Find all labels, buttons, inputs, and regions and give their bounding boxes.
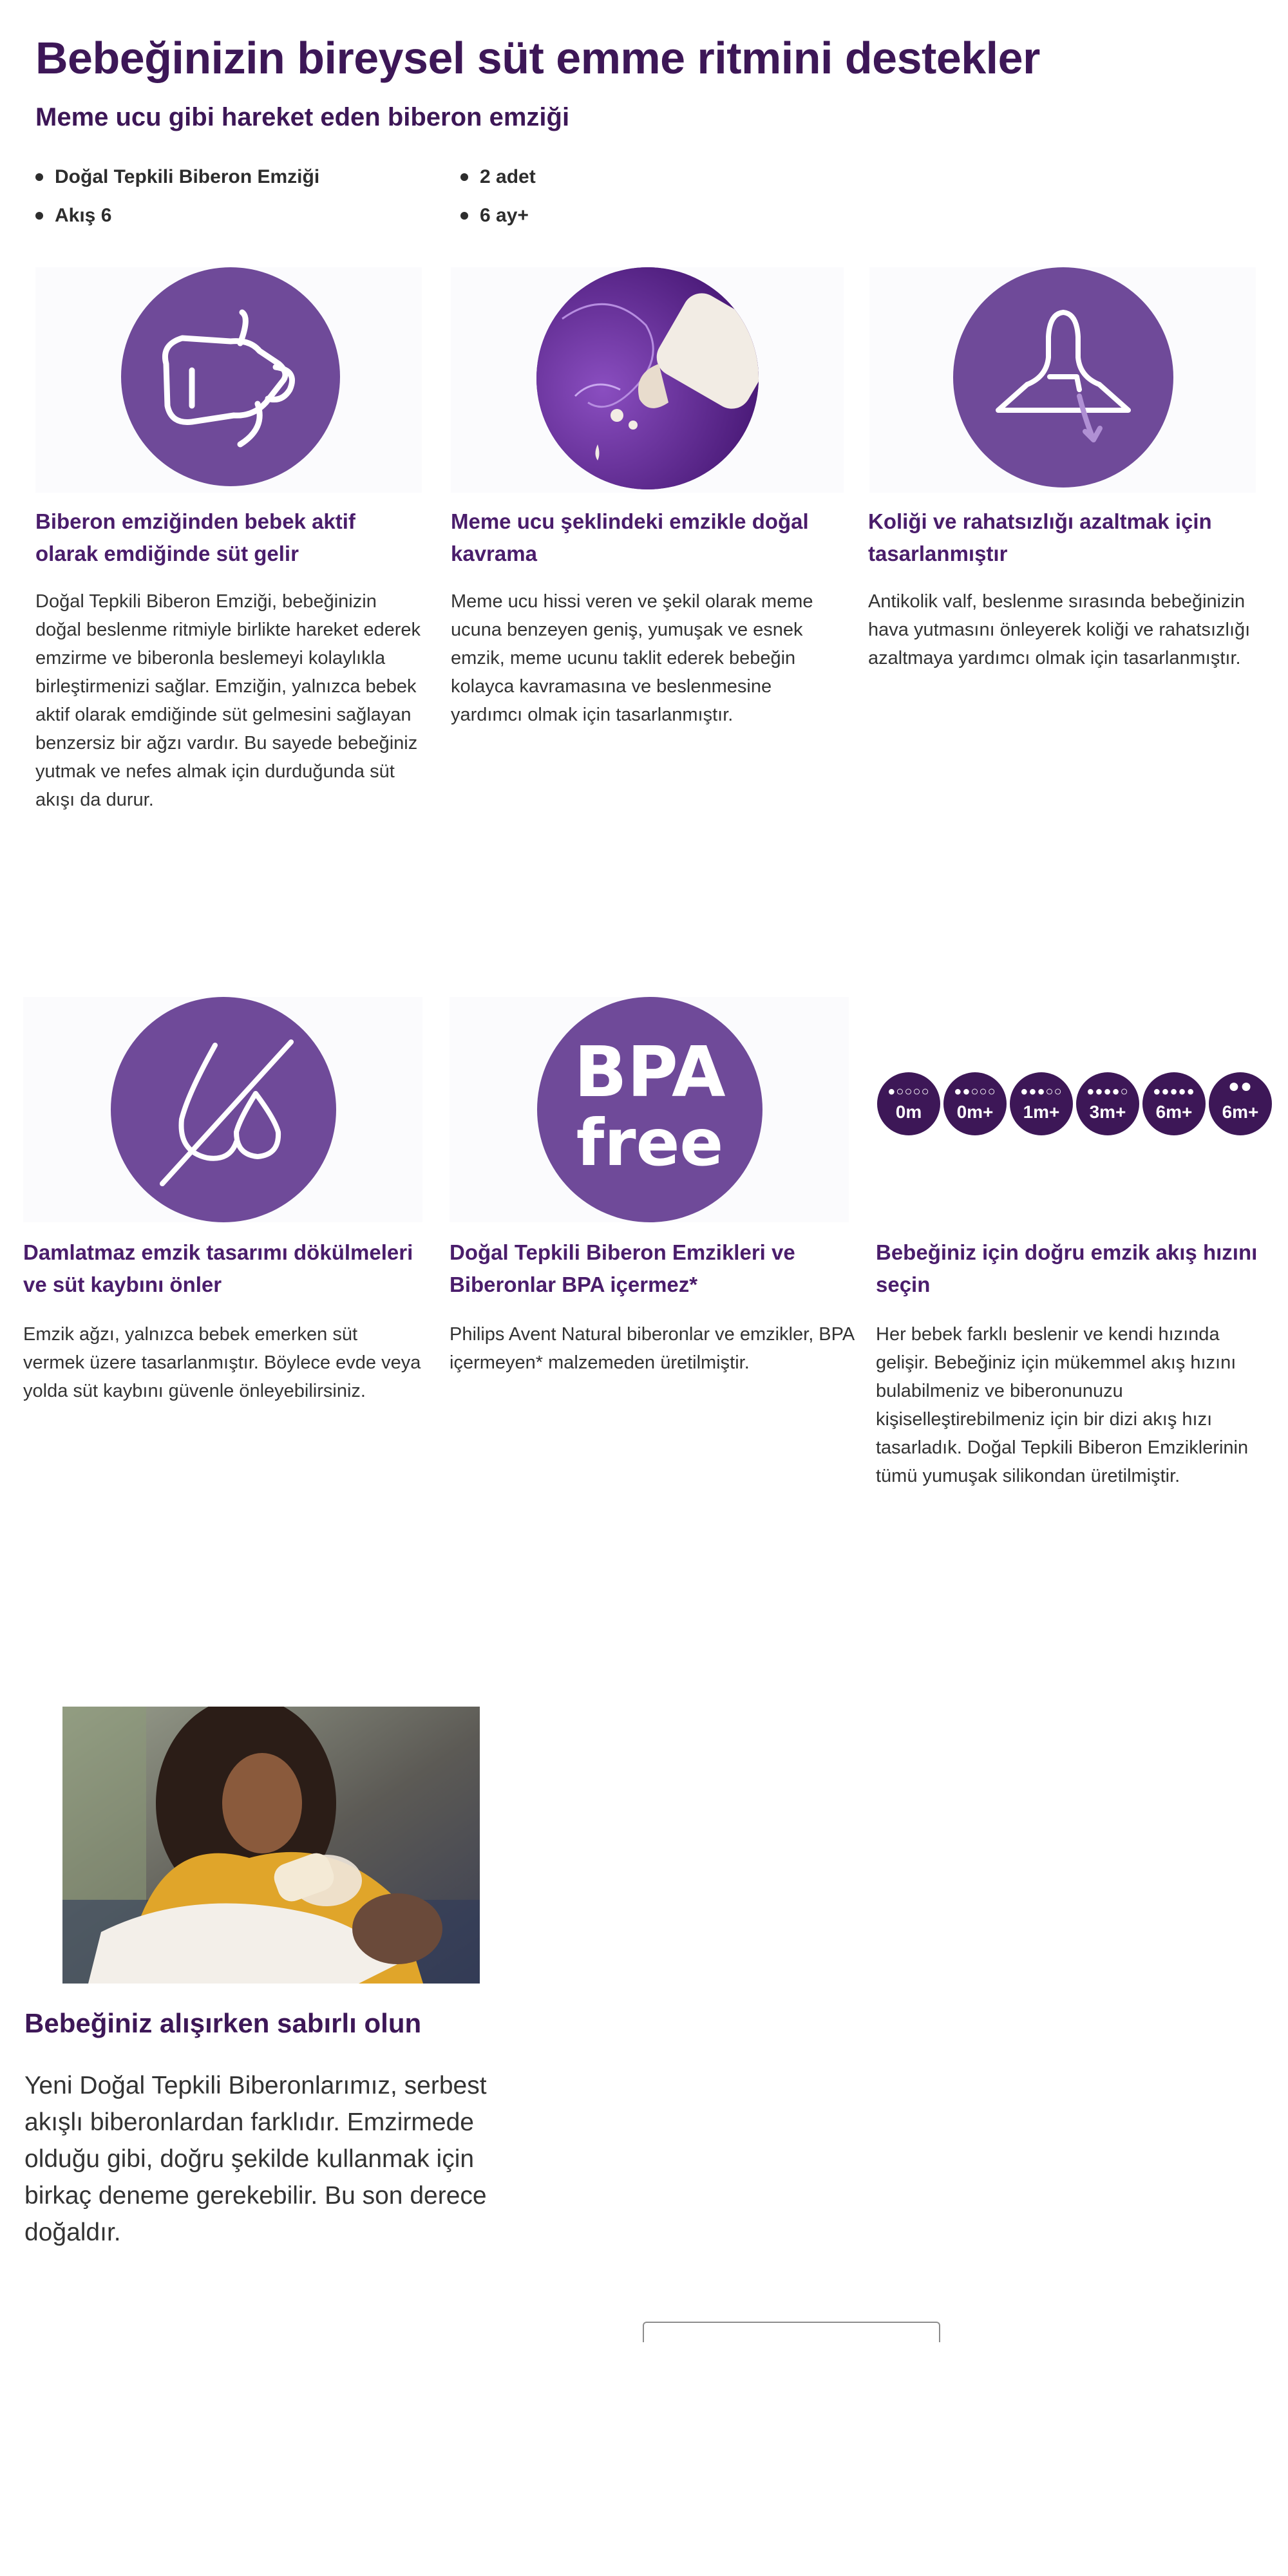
feature-title: Damlatmaz emzik tasarımı dökülmeleri ve süt kaybını önler bbox=[23, 1240, 413, 1296]
patience-title: Bebeğiniz alışırken sabırlı olun bbox=[24, 2008, 422, 2038]
feature-description: Her bebek farklı beslenir ve kendi hızında gelişir. Bebeğiniz için mükemmel akış hızını bulabilmeniz ve biberonunuzu kişiselleştirebilmeniz için bir dizi akış hızı tasarladık. Doğal Tepkili Biberon Emziklerinin tümü yumuşak silikondan üretilmiştir. bbox=[876, 1324, 1249, 1486]
feature-icon-frame bbox=[451, 267, 844, 493]
drop-icon: ●●●○○ bbox=[1020, 1084, 1063, 1099]
no-drip-graphic bbox=[111, 997, 336, 1222]
spec-label: 6 ay+ bbox=[480, 205, 529, 226]
bottle-teat-graphic bbox=[121, 267, 340, 486]
feature-description: Meme ucu hissi veren ve şekil olarak meme ucuna benzeyen geniş, yumuşak ve esnek emzik, meme ucunu taklit ederek bebeğin kolayca kavramasına ve beslenmesine yardımcı olmak için tasarlanmıştır. bbox=[451, 591, 813, 725]
bullet-icon bbox=[460, 173, 468, 181]
drop-icon: ●●●●○ bbox=[1086, 1084, 1129, 1099]
feature-title: Biberon emziğinden bebek aktif olarak emdiğinde süt gelir bbox=[35, 509, 355, 565]
flow-badge bbox=[1142, 1072, 1206, 1135]
flow-badge bbox=[1209, 1072, 1272, 1135]
drop-icon: ●● bbox=[1227, 1075, 1253, 1097]
drop-icon: ●○○○○ bbox=[887, 1084, 930, 1099]
patience-description: Yeni Doğal Tepkili Biberonlarımız, serbest akışlı biberonlardan farklıdır. Emzirmede olduğu gibi, doğru şekilde kullanmak için birkaç deneme gerekebilir. Bu son derece doğaldır. bbox=[24, 2072, 487, 2246]
feature-description: Antikolik valf, beslenme sırasında bebeğinizin hava yutmasını önleyerek koliği ve rahatsızlığı azaltmaya yardımcı olmak için tasarlanmıştır. bbox=[868, 591, 1251, 668]
spec-item bbox=[35, 205, 460, 227]
drop-icon: ●●●●● bbox=[1153, 1084, 1195, 1099]
feature-icon-frame bbox=[35, 267, 422, 493]
feature-title: Doğal Tepkili Biberon Emzikleri ve Biberonlar BPA içermez* bbox=[450, 1240, 795, 1296]
bullet-icon bbox=[35, 212, 43, 220]
feature-description: Emzik ağzı, yalnızca bebek emerken süt vermek üzere tasarlanmıştır. Böylece evde veya yolda süt kaybını güvenle önleyebilirsiniz. bbox=[23, 1324, 421, 1401]
spec-list bbox=[35, 166, 615, 227]
feature-title: Koliği ve rahatsızlığı azaltmak için tasarlanmıştır bbox=[868, 509, 1212, 565]
bullet-icon bbox=[460, 212, 468, 220]
mother-feeding-baby-image bbox=[62, 1707, 480, 1984]
show-more-button[interactable] bbox=[643, 2322, 940, 2342]
feature-icon-frame bbox=[23, 997, 422, 1222]
bpa-badge-line2: free bbox=[576, 1105, 724, 1180]
spec-label: Doğal Tepkili Biberon Emziği bbox=[55, 166, 320, 187]
page-subtitle: Meme ucu gibi hareket eden biberon emziği bbox=[35, 103, 570, 131]
flow-label: 6m+ bbox=[1222, 1102, 1259, 1122]
feature-icon-frame bbox=[869, 267, 1256, 493]
flow-label: 6m+ bbox=[1155, 1102, 1193, 1122]
baby-feeding-graphic bbox=[536, 267, 759, 489]
bottle-teat-icon bbox=[121, 267, 340, 486]
flow-label: 3m+ bbox=[1089, 1102, 1126, 1122]
spec-item bbox=[460, 205, 615, 227]
feature-title: Bebeğiniz için doğru emzik akış hızını seçin bbox=[876, 1240, 1258, 1296]
baby-feeding-illustration-icon bbox=[536, 267, 759, 489]
bpa-free-icon bbox=[537, 997, 762, 1222]
feature-description: Philips Avent Natural biberonlar ve emzikler, BPA içermeyen* malzemeden üretilmiştir. bbox=[450, 1324, 854, 1373]
spec-label: 2 adet bbox=[480, 166, 536, 187]
flow-label: 0m+ bbox=[956, 1102, 994, 1122]
photo-graphic bbox=[62, 1707, 480, 1984]
spec-item bbox=[35, 166, 460, 188]
flow-rate-icon bbox=[877, 1072, 1272, 1135]
anti-colic-graphic bbox=[953, 267, 1173, 488]
bullet-icon bbox=[35, 173, 43, 181]
no-drip-icon bbox=[111, 997, 336, 1222]
flow-badge bbox=[943, 1072, 1007, 1135]
feature-description: Doğal Tepkili Biberon Emziği, bebeğinizin doğal beslenme ritmiyle birlikte hareket ederek emzirme ve biberonla beslemeyi kolaylıkla birleştirmenizi sağlar. Emziğin, yalnızca bebek aktif olarak emdiğinde süt gelmesini sağlayan benzersiz bir ağzı vardır. Bu sayede bebeğiniz yutmak ve nefes almak için durduğunda süt akışı da durur. bbox=[35, 591, 421, 810]
flow-badge bbox=[877, 1072, 940, 1135]
feature-icon-frame bbox=[450, 997, 849, 1222]
flow-label: 1m+ bbox=[1023, 1102, 1060, 1122]
anti-colic-valve-icon bbox=[953, 267, 1173, 488]
bpa-badge-line1: BPA bbox=[574, 1032, 726, 1113]
spec-label: Akış 6 bbox=[55, 205, 112, 226]
feature-title: Meme ucu şeklindeki emzikle doğal kavrama bbox=[451, 509, 809, 565]
flow-label: 0m bbox=[895, 1102, 922, 1122]
flow-badge bbox=[1076, 1072, 1139, 1135]
flow-badge bbox=[1010, 1072, 1073, 1135]
spec-item bbox=[460, 166, 615, 188]
page-title: Bebeğinizin bireysel süt emme ritmini destekler bbox=[35, 33, 1040, 83]
drop-icon: ●●○○○ bbox=[954, 1084, 996, 1099]
